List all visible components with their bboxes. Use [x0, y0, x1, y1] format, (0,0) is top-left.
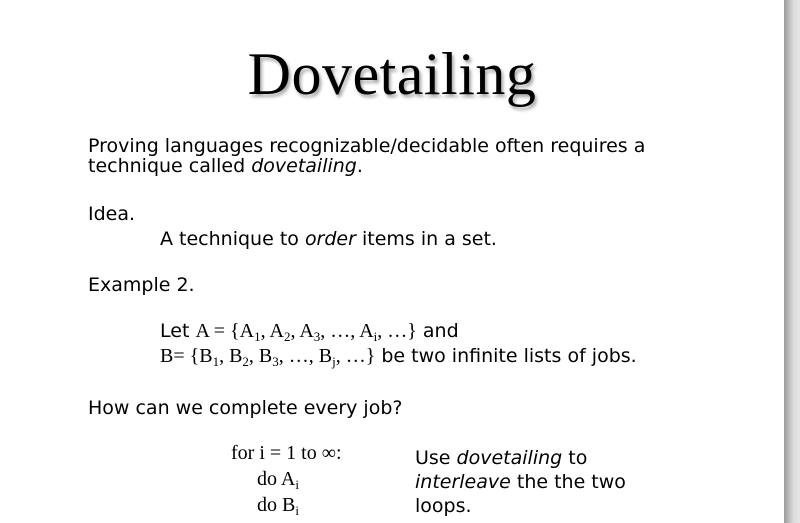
set-b-sub-j: j: [332, 354, 336, 369]
intro-line-1: Proving languages recognizable/decidable often requires a: [88, 135, 646, 157]
let-word: Let: [160, 320, 196, 342]
viewer-background-edge: [784, 0, 800, 523]
set-b-sub-1: 1: [212, 354, 220, 369]
note-l2-suffix: the the two: [510, 471, 626, 493]
set-b-definition: [160, 345, 637, 368]
set-a-sub-1: 1: [254, 329, 261, 344]
idea-text: [160, 229, 497, 249]
do-a-line: [257, 468, 299, 491]
slide-title: Dovetailing: [247, 41, 537, 107]
question-text: How can we complete every job?: [88, 397, 403, 419]
intro-dovetailing-term: dovetailing: [251, 155, 357, 177]
note-line-3: loops.: [415, 495, 472, 517]
do-a-sub: i: [295, 477, 299, 492]
do-b-line: [257, 494, 299, 517]
intro-line-2-prefix: technique called: [88, 155, 252, 177]
idea-heading: Idea.: [88, 203, 136, 225]
do-a-text: do A: [257, 468, 296, 490]
set-a-sub-i: i: [373, 329, 378, 344]
set-a-sub-3: 3: [313, 329, 321, 344]
set-a-expression: $A = \{A_1$, $A_2$, $A_3$, …, $A_i$, …}: [195, 320, 417, 344]
intro-line-2-suffix: .: [356, 155, 363, 177]
be-two-text: be two infinite lists of jobs.: [375, 345, 637, 367]
set-a-sub-2: 2: [283, 329, 291, 344]
idea-order-term: order: [304, 228, 356, 250]
example-heading: Example 2.: [88, 274, 195, 296]
set-a-open: A = {A: [195, 320, 255, 342]
and-word: and: [416, 320, 459, 342]
note-l1-suffix: to: [562, 447, 588, 469]
note-dovetailing-term: dovetailing: [456, 447, 563, 469]
note-interleave-term: interleave: [415, 471, 511, 493]
set-b-expression: $B= \{B_1$, $B_2$, $B_3$, …, $B_j$, …}: [160, 345, 376, 369]
idea-text-prefix: A technique to: [160, 228, 305, 250]
do-b-sub: i: [295, 503, 299, 518]
set-b-open: B= {B: [160, 345, 213, 367]
set-b-sub-3: 3: [272, 354, 279, 369]
intro-line-2: [88, 156, 363, 176]
for-loop-line: for i = 1 to ∞:: [231, 442, 342, 464]
idea-text-suffix: items in a set.: [355, 228, 497, 250]
set-a-definition: [160, 320, 459, 343]
set-b-sub-2: 2: [242, 354, 249, 369]
note-line-2: [415, 472, 626, 492]
do-b-text: do B: [257, 494, 296, 516]
note-l1-prefix: Use: [415, 447, 457, 469]
note-line-1: [415, 448, 587, 468]
